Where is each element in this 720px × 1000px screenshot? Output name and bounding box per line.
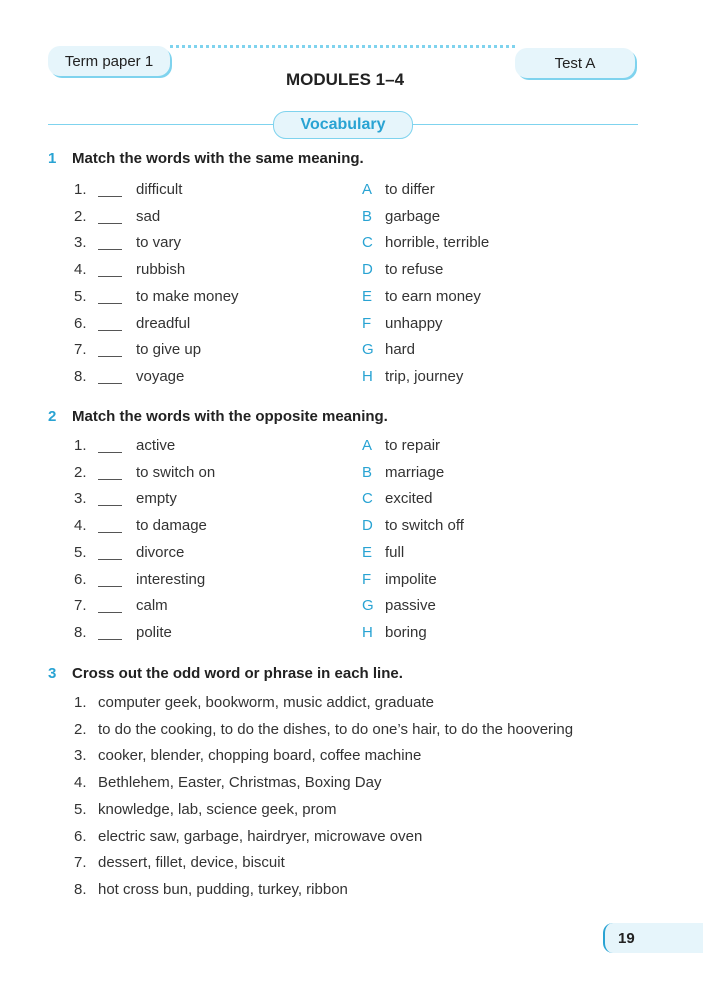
match-row [70, 234, 630, 256]
option-text: to switch off [385, 517, 464, 535]
item-number: 5. [74, 800, 87, 818]
item-number: 1. [74, 437, 87, 454]
answer-blank[interactable] [98, 559, 122, 560]
odd-word-line [74, 854, 285, 871]
odd-word-line [74, 774, 381, 791]
answer-blank[interactable] [98, 586, 122, 587]
answer-blank[interactable] [98, 383, 122, 384]
option-letter: B [362, 463, 373, 481]
item-number: 6. [74, 314, 87, 332]
match-row [70, 261, 630, 283]
answer-blank[interactable] [98, 612, 122, 613]
item-number: 7. [74, 854, 87, 872]
item-word: empty [136, 490, 177, 508]
option-text: full [385, 543, 405, 561]
option-text: unhappy [385, 314, 443, 332]
section-title: Vocabulary [273, 111, 413, 139]
option-text: horrible, terrible [385, 234, 490, 252]
item-number: 2. [74, 720, 87, 738]
option-text: garbage [385, 207, 441, 225]
option-letter: C [362, 234, 373, 252]
item-number: 5. [74, 287, 87, 305]
option-letter: G [362, 341, 374, 359]
answer-blank[interactable] [98, 276, 122, 277]
exercise-number: 3 [48, 665, 57, 682]
page-number: 19 [603, 923, 703, 953]
exercise-2-title [48, 408, 388, 425]
match-row [70, 597, 630, 619]
item-number: 4. [74, 261, 87, 279]
item-word: difficult [136, 181, 183, 198]
option-text: to refuse [385, 261, 444, 279]
match-row [70, 437, 630, 459]
item-word: polite [136, 623, 172, 641]
option-text: boring [385, 623, 427, 641]
item-text: Bethlehem, Easter, Christmas, Boxing Day [98, 774, 382, 792]
item-text: to do the cooking, to do the dishes, to do one’s hair, to do the hoovering [98, 720, 574, 738]
item-text: computer geek, bookworm, music addict, graduate [98, 694, 434, 711]
exercise-number: 2 [48, 408, 57, 425]
match-row [70, 624, 630, 646]
match-row [70, 341, 630, 363]
odd-word-line [74, 801, 336, 818]
item-number: 3. [74, 747, 87, 765]
match-row [70, 464, 630, 486]
answer-blank[interactable] [98, 639, 122, 640]
item-number: 7. [74, 341, 87, 359]
answer-blank[interactable] [98, 479, 122, 480]
option-letter: G [362, 597, 374, 615]
item-word: interesting [136, 570, 206, 588]
answer-blank[interactable] [98, 532, 122, 533]
odd-word-line [74, 828, 422, 845]
option-text: trip, journey [385, 367, 464, 385]
exercise-instruction: Cross out the odd word or phrase in each line. [72, 665, 403, 682]
option-text: marriage [385, 463, 445, 481]
option-text: to repair [385, 437, 441, 454]
option-letter: A [362, 437, 373, 454]
option-letter: A [362, 181, 373, 198]
item-word: to make money [136, 287, 239, 305]
item-number: 1. [74, 694, 87, 711]
option-letter: D [362, 517, 373, 535]
item-word: divorce [136, 543, 185, 561]
item-text: cooker, blender, chopping board, coffee machine [98, 747, 422, 765]
item-number: 6. [74, 827, 87, 845]
answer-blank[interactable] [98, 223, 122, 224]
match-row [70, 571, 630, 593]
exercise-3-title [48, 665, 403, 682]
exercise-instruction: Match the words with the opposite meaning. [72, 408, 388, 425]
option-text: hard [385, 341, 416, 359]
item-word: to switch on [136, 463, 216, 481]
option-text: to earn money [385, 287, 481, 305]
odd-word-line [74, 747, 421, 764]
header-dotted-line [170, 45, 515, 48]
item-text: dessert, fillet, device, biscuit [98, 854, 285, 872]
option-text: passive [385, 597, 436, 615]
match-row [70, 288, 630, 310]
match-row [70, 490, 630, 512]
option-text: to differ [385, 181, 435, 198]
answer-blank[interactable] [98, 505, 122, 506]
option-letter: F [362, 314, 372, 332]
item-word: active [136, 437, 176, 454]
match-row [70, 368, 630, 390]
item-number: 8. [74, 367, 87, 385]
option-letter: H [362, 623, 373, 641]
answer-blank[interactable] [98, 303, 122, 304]
item-word: dreadful [136, 314, 191, 332]
item-text: hot cross bun, pudding, turkey, ribbon [98, 880, 348, 898]
item-number: 3. [74, 234, 87, 252]
odd-word-line [74, 694, 434, 711]
item-number: 6. [74, 570, 87, 588]
option-letter: F [362, 570, 372, 588]
item-word: calm [136, 597, 168, 615]
term-paper-badge: Term paper 1 [48, 46, 170, 76]
answer-blank[interactable] [98, 196, 122, 197]
option-text: impolite [385, 570, 437, 588]
item-word: sad [136, 207, 161, 225]
answer-blank[interactable] [98, 452, 122, 453]
item-word: to vary [136, 234, 182, 252]
match-row [70, 208, 630, 230]
match-row [70, 544, 630, 566]
item-number: 8. [74, 623, 87, 641]
odd-word-line [74, 881, 348, 898]
match-row [70, 517, 630, 539]
item-number: 4. [74, 774, 87, 792]
answer-blank[interactable] [98, 330, 122, 331]
page-title: MODULES 1–4 [285, 70, 405, 89]
item-number: 3. [74, 490, 87, 508]
option-letter: H [362, 367, 373, 385]
item-word: to damage [136, 517, 207, 535]
item-number: 4. [74, 517, 87, 535]
option-letter: D [362, 261, 373, 279]
item-number: 8. [74, 880, 87, 898]
option-letter: C [362, 490, 373, 508]
exercise-number: 1 [48, 150, 57, 167]
item-number: 7. [74, 597, 87, 615]
exercise-instruction: Match the words with the same meaning. [72, 150, 364, 167]
item-word: rubbish [136, 261, 186, 279]
answer-blank[interactable] [98, 249, 122, 250]
option-letter: E [362, 287, 373, 305]
item-number: 2. [74, 463, 87, 481]
item-text: knowledge, lab, science geek, prom [98, 800, 337, 818]
item-number: 2. [74, 207, 87, 225]
test-badge: Test A [515, 48, 635, 78]
option-letter: B [362, 207, 373, 225]
item-word: voyage [136, 367, 185, 385]
odd-word-line [74, 721, 573, 738]
item-number: 1. [74, 181, 87, 198]
match-row [70, 315, 630, 337]
match-row [70, 181, 630, 203]
item-text: electric saw, garbage, hairdryer, microwave oven [98, 827, 423, 845]
option-text: excited [385, 490, 433, 508]
answer-blank[interactable] [98, 356, 122, 357]
item-word: to give up [136, 341, 202, 359]
option-letter: E [362, 543, 373, 561]
exercise-1-title [48, 150, 364, 167]
item-number: 5. [74, 543, 87, 561]
